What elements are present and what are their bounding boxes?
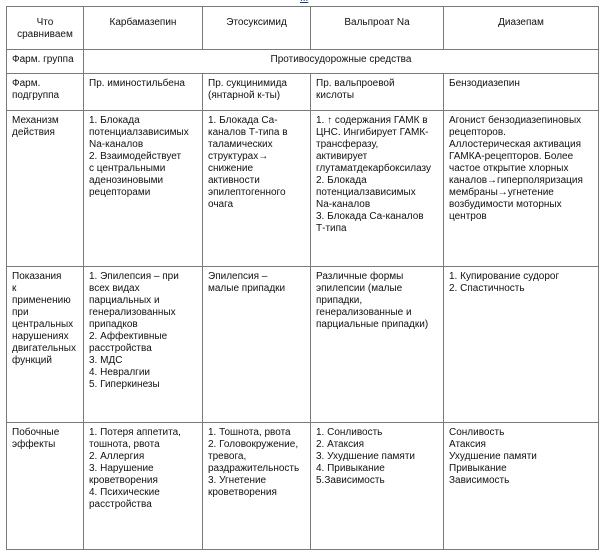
cell-text-line: Пр. иминостильбена [89,78,185,89]
header-text: сравниваем [17,29,73,40]
cell-text-line: кроветворения [208,487,277,498]
cell-text-line: тревога, [208,451,247,462]
cell-text-line: рецепторами [89,187,151,198]
cell-text-line: трансферазу, [316,139,379,150]
side-effects-label [7,423,84,550]
cell-text-line: ЦНС. Ингибирует ГАМК- [316,127,429,138]
cell-text-line: рецепторов. [449,127,506,138]
header-cell-what-compared [7,7,84,50]
cell-text-line: Привыкание [449,463,507,474]
cell-text-line: 1. Сонливость [316,427,383,438]
indications-diazepam [444,267,599,423]
cell-text-line: 3. Угнетение [208,475,267,486]
cell-text-line: мембраны→угнетение [449,187,554,198]
cell-text-line: 4. Психические [89,487,160,498]
cell-text-line: кислоты [316,90,355,101]
cell-text-line: Показания [12,271,62,282]
cell-text-line: 3. МДС [89,355,123,366]
cell-text-line: 4. Невралгии [89,367,150,378]
subgroup-label [7,74,84,111]
header-cell-carbamazepine: Карбамазепин [84,7,203,50]
cell-text-line: при [12,307,29,318]
side-effects-carbamazepine [84,423,203,550]
cell-text-line: 1. Купирование судорог [449,271,560,282]
cell-text-line: 1. Блокада [89,115,140,126]
side-effects-valproate [311,423,444,550]
comparison-table [6,6,599,550]
cell-text-line: генерализованные и [316,307,412,318]
cell-text-line: припадков [89,319,138,330]
cell-text-line: эпилепсии (малые [316,283,403,294]
cell-text-line: 1. Тошнота, рвота [208,427,291,438]
cell-text-line: двигательных [12,343,76,354]
indications-carbamazepine [84,267,203,423]
indications-ethosuximide [203,267,311,423]
cell-text-line: Побочные [12,427,60,438]
cell-text-line: Зависимость [449,475,510,486]
subgroup-valproate [311,74,444,111]
cell-text-line: 2. Взаимодействует [89,151,182,162]
subgroup-carbamazepine [84,74,203,111]
cell-text-line: Пр. сукцинимида [208,78,287,89]
cell-text-line: Агонист бензодиазепиновых [449,115,582,126]
cell-text-line: подгруппа [12,90,60,101]
pharm-group-label: Фарм. группа [7,50,84,74]
cell-text-line: Пр. вальпроевой [316,78,395,89]
side-effects-diazepam [444,423,599,550]
mechanism-row [7,111,599,267]
cell-text-line: возбудимости моторных [449,199,562,210]
cell-text-line: Na-каналов [316,199,371,210]
cell-text-line: действия [12,127,55,138]
top-link-fragment[interactable] [300,0,420,4]
cell-text-line: Различные формы [316,271,404,282]
cell-text-line: ГАМКА-рецепторов. Более [449,151,574,162]
subgroup-row [7,74,599,111]
cell-text-line: частое открытие хлорных [449,163,569,174]
cell-text-line: припадки, [316,295,363,306]
cell-text-line: центральных [12,319,74,330]
cell-text-line: с центральными [89,163,166,174]
cell-text-line: генерализованных [89,307,176,318]
cell-text-line: потенциалзависимых [89,127,189,138]
cell-text-line: каналов→гиперполяризация [449,175,583,186]
cell-text-line: всех видах [89,283,140,294]
cell-text-line: Ухудшение памяти [449,451,537,462]
cell-text-line: 2. Спастичность [449,283,525,294]
cell-text-line: глутаматдекарбоксилазу [316,163,431,174]
indications-row [7,267,599,423]
mechanism-valproate [311,111,444,267]
cell-text-line: эффекты [12,439,56,450]
cell-text-line: 3. Ухудшение памяти [316,451,415,462]
cell-text-line: Сонливость [449,427,505,438]
cell-text-line: Аллостерическая активация [449,139,582,150]
side-effects-row [7,423,599,550]
indications-label [7,267,84,423]
cell-text-line: Фарм. [12,78,41,89]
subgroup-diazepam [444,74,599,111]
pharm-group-row [7,50,599,74]
cell-text-line: очага [208,199,234,210]
cell-text-line: 2. Аллергия [89,451,145,462]
cell-text-line: каналов Т-типа в [208,127,288,138]
cell-text-line: 3. Блокада Ca-каналов [316,211,424,222]
pharm-group-value: Противосудорожные средства [84,50,599,74]
cell-text-line: 5. Гиперкинезы [89,379,160,390]
cell-text-line: Эпилепсия – [208,271,268,282]
cell-text-line: к [12,283,17,294]
mechanism-carbamazepine [84,111,203,267]
cell-text-line: 2. Атаксия [316,439,365,450]
cell-text-line: активирует [316,151,368,162]
cell-text-line: 1. ↑ содержания ГАМК в [316,115,428,126]
cell-text-line: потенциалзависимых [316,187,416,198]
cell-text-line: 2. Аффективные [89,331,168,342]
mechanism-ethosuximide [203,111,311,267]
cell-text-line: 1. Эпилепсия – при [89,271,179,282]
header-cell-diazepam: Диазепам [444,7,599,50]
indications-valproate [311,267,444,423]
cell-text-line: малые припадки [208,283,286,294]
cell-text-line: 3. Нарушение [89,463,154,474]
cell-text-line: 2. Головокружение, [208,439,299,450]
cell-text-line: 1. Потеря аппетита, [89,427,181,438]
cell-text-line: таламических [208,139,273,150]
cell-text-line: применению [12,295,71,306]
mechanism-label [7,111,84,267]
cell-text-line: центров [449,211,487,222]
cell-text-line: парциальные припадки) [316,319,429,330]
cell-text-line: 4. Привыкание [316,463,385,474]
cell-text-line: нарушениях [12,331,69,342]
cell-text-line: аденозиновыми [89,175,164,186]
cell-text-line: тошнота, рвота [89,439,160,450]
cell-text-line: 5.Зависимость [316,475,385,486]
header-row [7,7,599,50]
header-cell-ethosuximide: Этосуксимид [203,7,311,50]
cell-text-line: структурах→ [208,151,269,162]
subgroup-ethosuximide [203,74,311,111]
cell-text-line: Na-каналов [89,139,144,150]
cell-text-line: кроветворения [89,475,158,486]
mechanism-diazepam [444,111,599,267]
header-cell-valproate: Вальпроат Na [311,7,444,50]
cell-text-line: Т-типа [316,223,347,234]
cell-text-line: парциальных и [89,295,160,306]
cell-text-line: Атаксия [449,439,486,450]
cell-text-line: расстройства [89,499,152,510]
cell-text-line: расстройства [89,343,152,354]
cell-text-line: активности [208,175,260,186]
cell-text-line: (янтарной к-ты) [208,90,281,101]
cell-text-line: эпилептогенного [208,187,286,198]
cell-text-line: снижение [208,163,254,174]
cell-text-line: раздражительность [208,463,300,474]
cell-text-line: Бензодиазепин [449,78,520,89]
cell-text-line: 2. Блокада [316,175,367,186]
header-text: Что [36,17,54,28]
cell-text-line: Механизм [12,115,59,126]
cell-text-line: 1. Блокада Ca- [208,115,278,126]
cell-text-line: функций [12,355,52,366]
side-effects-ethosuximide [203,423,311,550]
